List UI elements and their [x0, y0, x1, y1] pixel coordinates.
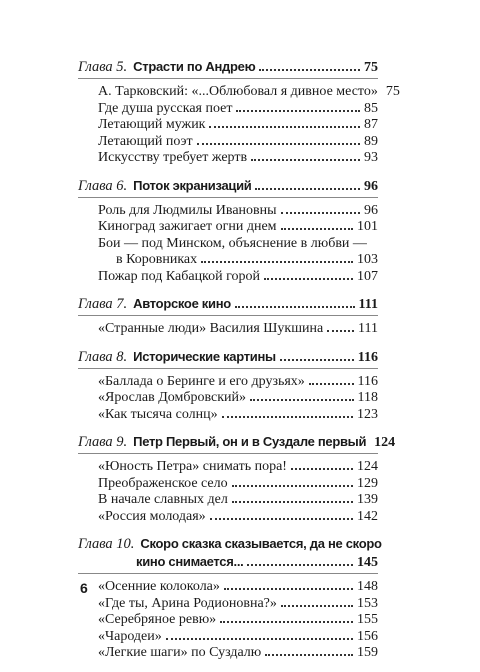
dot-leader: [250, 399, 354, 401]
chapter-heading[interactable]: [78, 433, 396, 454]
dot-leader: [222, 416, 353, 418]
chapter-page: 96: [364, 178, 378, 194]
dot-leader: [280, 359, 354, 361]
entry-title: Преображенское село: [98, 475, 228, 491]
entry-title: Киноград зажигает огни днем: [98, 219, 277, 234]
toc-entry[interactable]: [98, 236, 378, 253]
entry-title: «Легкие шаги» по Суздалю: [98, 645, 262, 660]
entry-list: [78, 203, 378, 286]
dot-leader: [235, 306, 355, 308]
dot-leader: [281, 212, 360, 214]
chapter-number: Глава 5.: [78, 59, 128, 75]
chapter-6: [78, 177, 378, 286]
dot-leader: [265, 654, 353, 656]
dot-leader: [197, 143, 360, 145]
toc-entry[interactable]: [98, 134, 378, 151]
entry-title: «Россия молодая»: [98, 508, 206, 524]
dot-leader: [255, 188, 360, 190]
chapter-title: Авторское кино: [133, 296, 231, 311]
entry-page: 103: [357, 252, 378, 267]
toc-entry[interactable]: [98, 203, 378, 220]
entry-page: 155: [357, 612, 378, 627]
toc-entry[interactable]: [98, 374, 378, 391]
chapter-heading-line-2: [78, 553, 378, 571]
dot-leader: [224, 588, 353, 590]
entry-title: «Где ты, Арина Родионовна?»: [98, 595, 277, 611]
entry-list: [78, 579, 378, 662]
entry-title: «Серебряное ревю»: [98, 612, 217, 627]
entry-title: Где душа русская поет: [98, 100, 233, 116]
toc-entry[interactable]: [98, 150, 378, 167]
entry-page: 96: [364, 202, 378, 218]
toc-entry-continuation[interactable]: [98, 252, 378, 269]
entry-page: 142: [357, 508, 378, 524]
entry-page: 89: [364, 133, 378, 149]
entry-title: А. Тарковский: «...Облюбовал я дивное место»: [98, 84, 378, 99]
chapter-title: Исторические картины: [133, 348, 276, 364]
toc-entry[interactable]: [98, 269, 378, 286]
entry-title: «Ярослав Домбровский»: [98, 390, 247, 405]
chapter-page: 75: [364, 60, 378, 75]
entry-page: 139: [357, 492, 378, 507]
entry-page: 107: [357, 268, 378, 284]
entry-page: 101: [357, 219, 378, 234]
dot-leader: [236, 110, 360, 112]
chapter-10: [78, 535, 382, 662]
toc-entry[interactable]: [98, 645, 378, 662]
dot-leader: [232, 485, 353, 487]
dot-leader: [201, 261, 353, 263]
chapter-number: Глава 10.: [78, 536, 135, 552]
chapter-title: Скоро сказка сказывается, да не скоро: [140, 536, 382, 551]
entry-page: 93: [364, 150, 378, 165]
chapter-number: Глава 7.: [78, 296, 128, 312]
dot-leader: [259, 69, 360, 71]
dot-leader: [232, 501, 353, 503]
toc-entry[interactable]: [98, 321, 378, 338]
entry-title: Летающий мужик: [98, 117, 206, 132]
entry-page: 156: [357, 628, 378, 644]
entry-page: 153: [357, 595, 378, 611]
dot-leader: [220, 621, 353, 623]
dot-leader: [210, 518, 353, 520]
entry-list: [78, 374, 378, 424]
entry-title: «Осенние колокола»: [98, 579, 220, 594]
chapter-title-continuation: кино снимается...: [136, 554, 244, 569]
entry-title: Летающий поэт: [98, 133, 193, 149]
dot-leader: [327, 330, 354, 332]
entry-title-continuation: в Коровниках: [116, 252, 198, 267]
toc-entry[interactable]: [98, 117, 378, 134]
toc-entry[interactable]: [98, 84, 400, 101]
dot-leader: [309, 383, 354, 385]
table-of-contents: [78, 58, 400, 672]
dot-leader: [247, 564, 353, 566]
entry-page: 111: [358, 321, 378, 336]
chapter-8: [78, 348, 378, 424]
toc-entry[interactable]: [98, 612, 378, 629]
entry-page: 124: [357, 459, 378, 474]
entry-title: Бои — под Минском, объяснение в любви —: [98, 235, 367, 251]
toc-entry[interactable]: [98, 407, 378, 424]
entry-page: 159: [357, 645, 378, 660]
toc-entry[interactable]: [98, 390, 378, 407]
chapter-heading[interactable]: [78, 295, 378, 316]
dot-leader: [291, 468, 353, 470]
entry-page: 87: [364, 117, 378, 132]
dot-leader: [166, 638, 353, 640]
toc-entry[interactable]: [98, 492, 378, 509]
chapter-5: [78, 58, 400, 167]
chapter-heading[interactable]: [78, 58, 378, 79]
entry-list: [78, 84, 400, 167]
toc-entry[interactable]: [98, 219, 378, 236]
chapter-heading[interactable]: [78, 535, 382, 574]
toc-entry[interactable]: [98, 101, 378, 118]
chapter-number: Глава 8.: [78, 348, 128, 365]
toc-entry[interactable]: [98, 596, 378, 613]
entry-title: Искусству требует жертв: [98, 150, 248, 165]
chapter-heading[interactable]: [78, 177, 378, 198]
page-number: 6: [80, 580, 88, 596]
entry-list: [78, 459, 378, 525]
toc-entry[interactable]: [98, 459, 378, 476]
entry-page: 116: [357, 373, 378, 389]
entry-page: 148: [357, 579, 378, 594]
entry-title: Роль для Людмилы Ивановны: [98, 202, 277, 218]
chapter-heading[interactable]: [78, 348, 378, 369]
entry-title: В начале славных дел: [98, 492, 228, 507]
entry-page: 85: [364, 100, 378, 116]
chapter-heading-line-1: [78, 535, 382, 553]
toc-entry[interactable]: [98, 509, 378, 526]
chapter-page: 145: [357, 555, 378, 570]
entry-title: «Баллада о Беринге и его друзьях»: [98, 373, 305, 389]
dot-leader: [264, 278, 353, 280]
chapter-number: Глава 6.: [78, 177, 128, 194]
dot-leader: [281, 228, 353, 230]
entry-page: 118: [357, 390, 378, 405]
entry-page: 75: [385, 84, 400, 99]
chapter-title: Страсти по Андрею: [133, 59, 256, 74]
entry-title: «Странные люди» Василия Шукшина: [98, 321, 324, 336]
toc-entry[interactable]: [98, 579, 378, 596]
entry-title: «Юность Петра» снимать пора!: [98, 459, 287, 474]
toc-entry[interactable]: [98, 629, 378, 646]
chapter-title: Поток экранизаций: [133, 177, 252, 193]
chapter-title: Петр Первый, он и в Суздале первый: [133, 434, 367, 449]
chapter-page: 116: [357, 349, 378, 365]
entry-page: 123: [357, 406, 378, 422]
dot-leader: [209, 126, 360, 128]
chapter-number: Глава 9.: [78, 434, 128, 450]
dot-leader: [251, 159, 360, 161]
entry-title: «Как тысяча солнц»: [98, 406, 218, 422]
chapter-page: 124: [374, 435, 396, 450]
entry-page: 129: [357, 475, 378, 491]
entry-title: Пожар под Кабацкой горой: [98, 268, 261, 284]
dot-leader: [281, 605, 353, 607]
toc-entry[interactable]: [98, 476, 378, 493]
chapter-7: [78, 295, 378, 338]
entry-title: «Чародеи»: [98, 628, 162, 644]
chapter-9: [78, 433, 396, 525]
chapter-page: 111: [358, 297, 378, 312]
entry-list: [78, 321, 378, 338]
